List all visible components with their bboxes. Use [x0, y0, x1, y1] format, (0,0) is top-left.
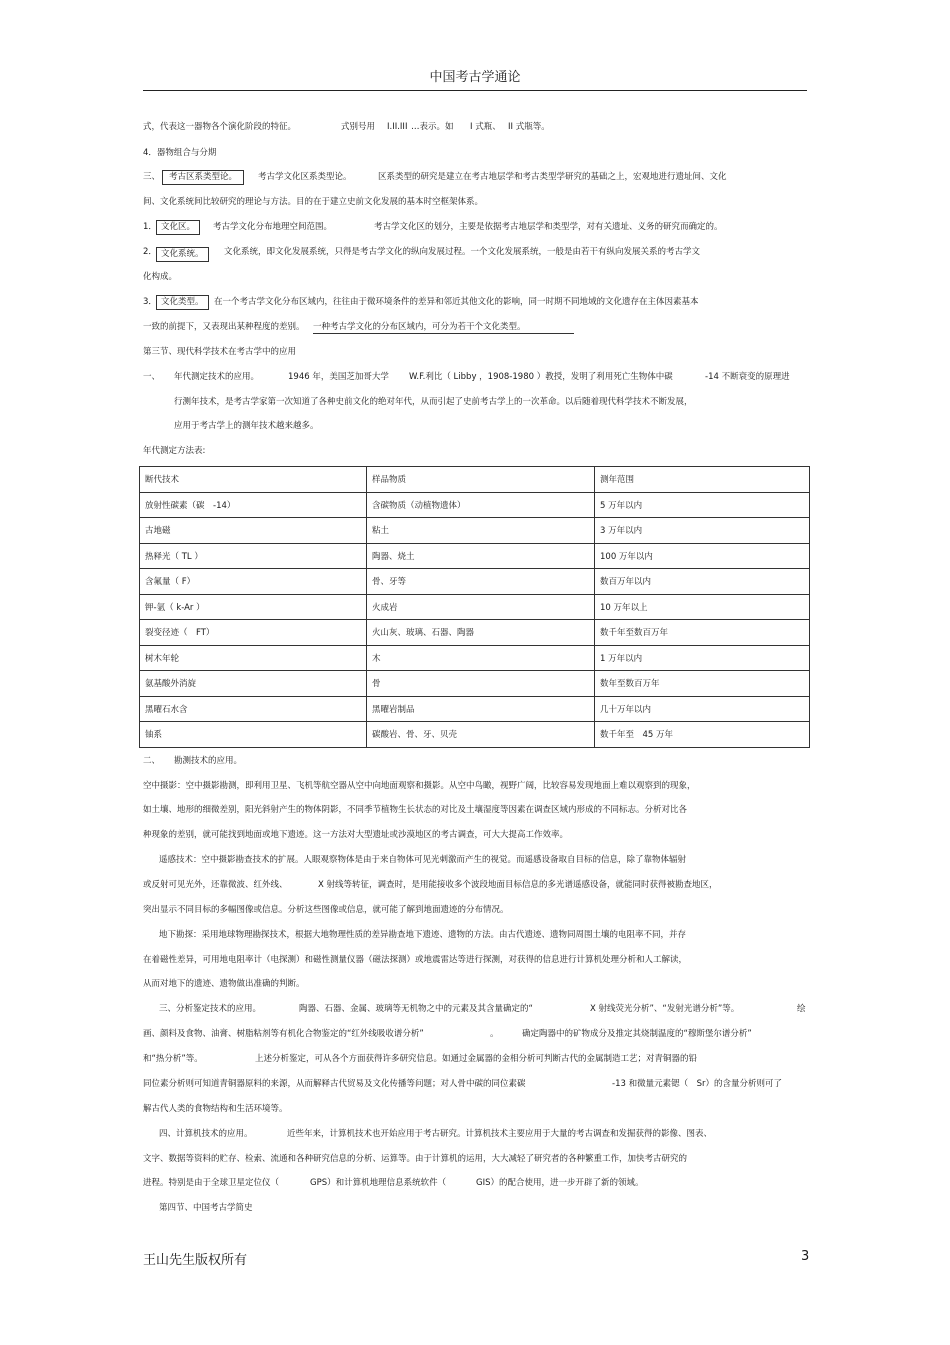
- section-heading: 第四节、中国考古学简史: [159, 1203, 253, 1213]
- text-fragment: 进程。特别是由于全球卫星定位仪（: [143, 1178, 280, 1188]
- boxed-term: 文化系统。: [156, 247, 209, 262]
- text-fragment: 确定陶器中的矿物成分及推定其烧制温度的“穆斯堡尔谱分析”: [522, 1029, 752, 1039]
- text-line: 遥感技术：空中摄影勘查技术的扩展。人眼观察物体是由于来自物体可见光刺激而产生的视觉。而遥感设备取自目标的信息，除了靠物体辐射: [159, 855, 687, 865]
- text-fragment: 和“热分析”等。: [143, 1054, 203, 1064]
- table-cell: 氨基酸外消旋: [140, 671, 367, 697]
- table-cell: 火成岩: [367, 594, 595, 620]
- table-cell: 陶器、烧土: [367, 543, 595, 569]
- table-cell: 放射性碳素（碳 -14）: [140, 492, 367, 518]
- text-fragment: -13 和微量元素锶（ Sr）的含量分析则可了: [612, 1079, 782, 1089]
- text-fragment: 画、颜料及食物、油膏、树脂粘剂等有机化合物鉴定的“红外线吸收谱分析”: [143, 1029, 424, 1039]
- text-fragment: 勘测技术的应用。: [174, 756, 243, 766]
- page-number: 3: [801, 1249, 810, 1264]
- page-header-title: 中国考古学通论: [429, 70, 521, 85]
- header-divider: [143, 90, 807, 91]
- table-cell: 黑曜石水含: [140, 696, 367, 722]
- list-number: 三、: [143, 172, 161, 182]
- table-cell: 黑曜岩制品: [367, 696, 595, 722]
- text-fragment: 式别号用: [341, 122, 376, 132]
- text-fragment: I 式瓶、: [470, 122, 501, 132]
- text-fragment: 四、计算机技术的应用。: [159, 1129, 253, 1139]
- table-row: [140, 594, 810, 620]
- text-fragment: I.II.III: [387, 122, 408, 132]
- text-line: 地下勘探：采用地球物理勘探技术，根据大地物理性质的差异勘查地下遗迹、遗物的方法。由古代遗迹、遗物同周围土壤的电阻率不同，并存: [159, 930, 687, 940]
- table-cell: 碳酸岩、骨、牙、贝壳: [367, 722, 595, 748]
- text-fragment: 在一个考古学文化分布区域内，往往由于微环境条件的差异和邻近其他文化的影响，同一时期不同地域的文化遗存在主体因素基本: [214, 297, 699, 307]
- list-number: 二、: [143, 756, 161, 766]
- table-cell: 1 万年以内: [595, 645, 810, 671]
- table-row: [140, 671, 810, 697]
- text-fragment: 三、分析鉴定技术的应用。: [159, 1004, 262, 1014]
- table-header-cell: 样品物质: [367, 467, 595, 493]
- table-cell: 含碳物质（动植物遗体）: [367, 492, 595, 518]
- text-line: 种现象的差别，就可能找到地面或地下遗迹。这一方法对大型遗址或沙漠地区的考古调查，可大大提高工作效率。: [143, 830, 569, 840]
- text-line: 突出显示不同目标的多幅图像或信息。分析这些图像或信息，就可能了解到地面遗迹的分布情况。: [143, 905, 509, 915]
- text-fragment: 同位素分析则可知道青铜器原料的来源，从而解释古代贸易及文化传播等问题；对人骨中碳的同位素碳: [143, 1079, 526, 1089]
- boxed-term: 文化类型。: [156, 295, 209, 310]
- table-row: [140, 569, 810, 595]
- text-fragment: 陶器、石器、金属、玻璃等无机物之中的元素及其含量确定的“: [299, 1004, 533, 1014]
- text-line: 如土壤、地形的细微差别，阳光斜射产生的物体阴影，不同季节植物生长状态的对比及土壤湿度等因素在调查区域内形成的不同标志。分析对比各: [143, 805, 688, 815]
- text-line: 在着磁性差异，可用地电阻率计（电探测）和磁性测量仪器（磁法探测）或地震雷达等进行探测，对获得的信息进行计算机处理分析和人工解读，: [143, 955, 688, 965]
- text-fragment: 或反射可见光外，还靠微波、红外线、: [143, 880, 288, 890]
- text-fragment: …表示。如: [411, 122, 454, 132]
- table-cell: 10 万年以上: [595, 594, 810, 620]
- text-fragment: W.F.利比（ Libby ，1908-1980 ）教授，发明了利用死亡生物体中碳: [409, 372, 673, 382]
- text-fragment: GIS）的配合使用，进一步开辟了新的领域。: [476, 1178, 644, 1188]
- underlined-text: 一种考古学文化的分布区域内，可分为若干个文化类型。: [313, 322, 574, 334]
- table-cell: 数年至数百万年: [595, 671, 810, 697]
- text-line: 行测年技术，是考古学家第一次知道了各种史前文化的绝对年代，从而引起了史前考古学上的一次革命。以后随着现代科学技术不断发展，: [174, 397, 693, 407]
- table-cell: 骨、牙等: [367, 569, 595, 595]
- text-fragment: 。: [490, 1029, 499, 1039]
- text-fragment: 一致的前提下，又表现出某种程度的差别。: [143, 322, 305, 332]
- list-number: 2．: [143, 247, 157, 257]
- boxed-term: 文化区。: [156, 220, 200, 235]
- list-number: 3．: [143, 297, 157, 307]
- list-number: 一、: [143, 372, 161, 382]
- text-fragment: 年代测定技术的应用。: [174, 372, 260, 382]
- text-fragment: 绘: [797, 1004, 806, 1014]
- table-row: [140, 696, 810, 722]
- table-header-cell: 断代技术: [140, 467, 367, 493]
- table-cell: 裂变径迹（ FT）: [140, 620, 367, 646]
- table-cell: 木: [367, 645, 595, 671]
- table-cell: 树木年轮: [140, 645, 367, 671]
- boxed-term: 考古区系类型论。: [162, 170, 244, 185]
- section-heading: 第三节、现代科学技术在考古学中的应用: [143, 347, 297, 357]
- table-cell: 骨: [367, 671, 595, 697]
- table-cell: 几十万年以内: [595, 696, 810, 722]
- text-fragment: 文化系统，即文化发展系统，只得是考古学文化的纵向发展过程。一个文化发展系统，一般是由若干有纵向发展关系的考古学文: [224, 247, 701, 257]
- text-fragment: 区系类型的研究是建立在考古地层学和考古类型学研究的基础之上，宏观地进行遗址间、文化: [378, 172, 727, 182]
- table-cell: 铀系: [140, 722, 367, 748]
- text-fragment: II 式瓶等。: [508, 122, 550, 132]
- text-fragment: 上述分析鉴定，可从各个方面获得许多研究信息。如通过金属器的金相分析可判断古代的金属制造工艺；对青铜器的铅: [255, 1054, 698, 1064]
- table-cell: 3 万年以内: [595, 518, 810, 544]
- text-fragment: 考古学文化区的划分，主要是依据考古地层学和类型学，对有关遗址、义务的研究而确定的。: [374, 222, 723, 232]
- table-cell: 数千年至 45 万年: [595, 722, 810, 748]
- text-fragment: -14 不断衰变的原理进: [705, 372, 790, 382]
- text-fragment: X 射线等转征，调查时，是用能接收多个波段地面目标信息的多光谱遥感设备，就能同时获得被勘查地区，: [318, 880, 718, 890]
- table-row: [140, 492, 810, 518]
- list-number: 1．: [143, 222, 157, 232]
- text-line: 从而对地下的遗迹、遗物做出准确的判断。: [143, 979, 305, 989]
- text-fragment: 考古学文化分布地理空间范围。: [213, 222, 333, 232]
- text-line: 式，代表这一器物各个演化阶段的特征。: [143, 122, 297, 132]
- table-header-row: [140, 467, 810, 493]
- table-cell: 钾-氩（ k-Ar ）: [140, 594, 367, 620]
- table-header-cell: 测年范围: [595, 467, 810, 493]
- text-line: 空中摄影：空中摄影勘测，即利用卫星、飞机等航空器从空中向地面观察和摄影。从空中鸟瞰，视野广阔，比较容易发现地面上难以观察到的现象，: [143, 781, 696, 791]
- table-cell: 热释光（ TL ）: [140, 543, 367, 569]
- table-caption: 年代测定方法表:: [143, 446, 206, 456]
- text-line: 文字、数据等资料的贮存、检索、流通和各种研究信息的分析、运算等。由于计算机的运用，大大减轻了研究者的各种繁重工作，加快考古研究的: [143, 1154, 688, 1164]
- text-fragment: 考古学文化区系类型论。: [258, 172, 352, 182]
- text-fragment: X 射线荧光分析”、“发射光谱分析”等。: [590, 1004, 740, 1014]
- footer-copyright: 王山先生版权所有: [143, 1253, 248, 1268]
- table-cell: 火山灰、玻璃、石器、陶器: [367, 620, 595, 646]
- table-cell: 古地磁: [140, 518, 367, 544]
- table-cell: 数百万年以内: [595, 569, 810, 595]
- text-line: 应用于考古学上的测年技术越来越多。: [174, 421, 319, 431]
- text-line: 化构成。: [143, 272, 178, 282]
- table-row: [140, 543, 810, 569]
- table-cell: 5 万年以内: [595, 492, 810, 518]
- text-fragment: 近些年来，计算机技术也开始应用于考古研究。计算机技术主要应用于大量的考古调查和发掘获得的影像、图表、: [287, 1129, 713, 1139]
- table-cell: 100 万年以内: [595, 543, 810, 569]
- table-cell: 数千年至数百万年: [595, 620, 810, 646]
- table-row: [140, 518, 810, 544]
- text-fragment: GPS）和计算机地理信息系统软件（: [310, 1178, 447, 1188]
- table-row: [140, 620, 810, 646]
- text-line: 解古代人类的食物结构和生活环境等。: [143, 1104, 288, 1114]
- dating-methods-table: [139, 466, 810, 748]
- table-row: [140, 722, 810, 748]
- table-cell: 粘土: [367, 518, 595, 544]
- section-heading: 4．器物组合与分期: [143, 148, 217, 158]
- table-cell: 含氟量（ F）: [140, 569, 367, 595]
- text-line: 间、文化系统间比较研究的理论与方法。目的在于建立史前文化发展的基本时空框架体系。: [143, 197, 484, 207]
- table-row: [140, 645, 810, 671]
- text-fragment: 1946 年，美国芝加哥大学: [288, 372, 389, 382]
